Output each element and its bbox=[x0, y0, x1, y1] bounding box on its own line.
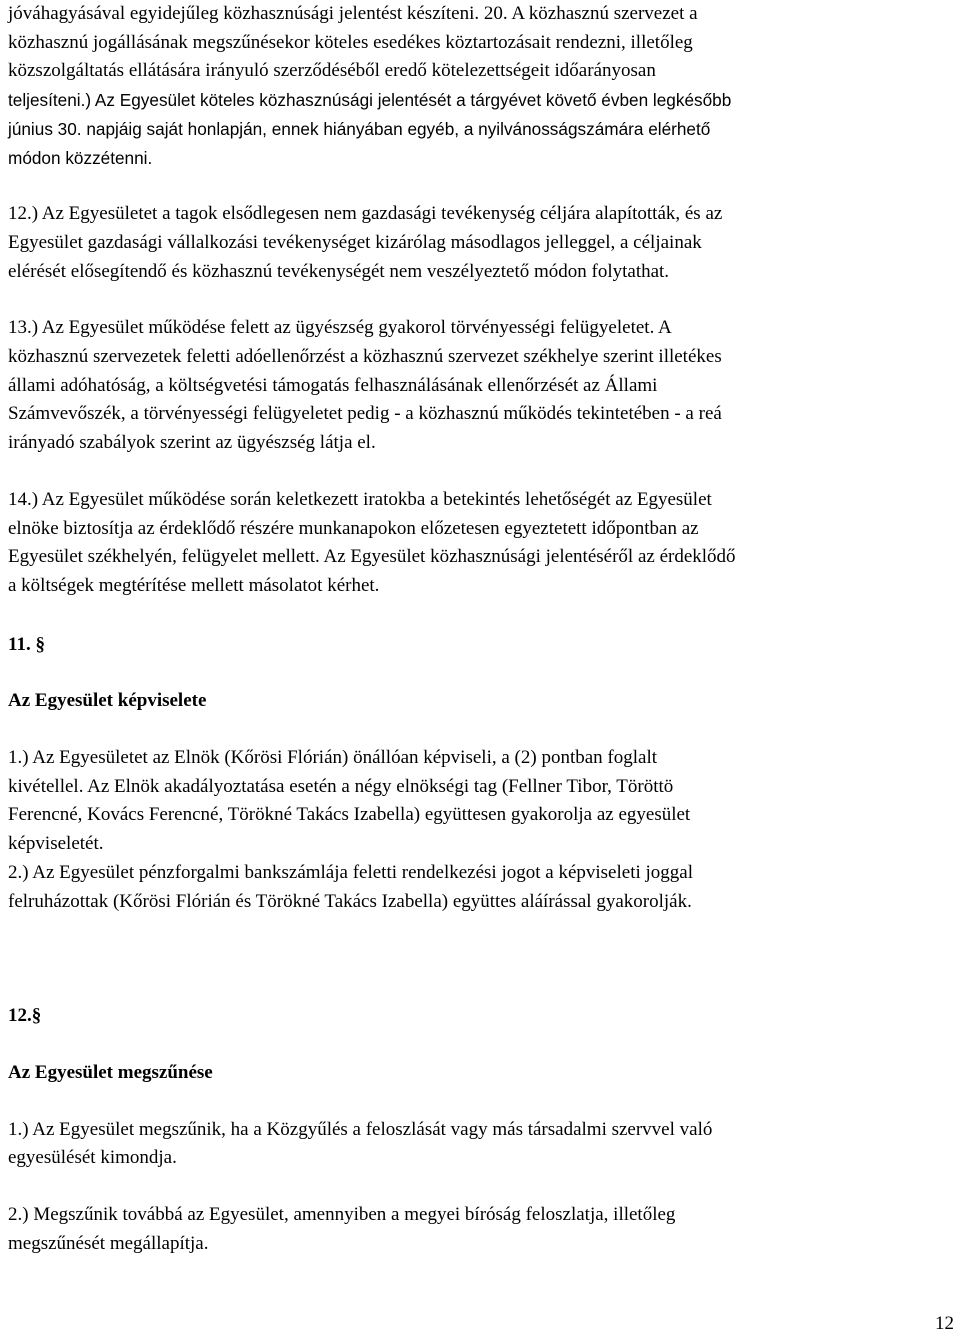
paragraph-line: 13.) Az Egyesület működése felett az ügyészség gyakorol törvényességi felügyeletet. A bbox=[8, 317, 672, 339]
section-number: 11. bbox=[8, 633, 36, 655]
section-12-item-1 bbox=[8, 1116, 953, 1173]
paragraph-line: 2.) Az Egyesület pénzforgalmi bankszámlája feletti rendelkezési jogot a képviseleti joggal bbox=[8, 861, 693, 883]
paragraph-line: 14.) Az Egyesület működése során keletkezett iratokba a betekintés lehetőségét az Egyesület bbox=[8, 488, 712, 510]
paragraph-line: képviseletét. bbox=[8, 833, 104, 855]
paragraph-line: állami adóhatóság, a költségvetési támogatás felhasználásának ellenőrzését az Állami bbox=[8, 374, 658, 396]
paragraph-line: 12.) Az Egyesületet a tagok elsődlegesen nem gazdasági tevékenység céljára alapították, és az bbox=[8, 203, 723, 225]
intro-paragraph bbox=[8, 0, 953, 172]
intro-line: módon közzétenni. bbox=[8, 147, 153, 168]
paragraph-line: 1.) Az Egyesületet az Elnök (Kőrösi Flórián) önállóan képviseli, a (2) pontban foglalt bbox=[8, 747, 657, 769]
paragraph-line: Egyesület gazdasági vállalkozási tevékenységet kizárólag másodlagos jelleggel, a céljainak bbox=[8, 231, 702, 253]
section-12-heading bbox=[8, 1002, 953, 1031]
intro-line: közhasznú jogállásának megszűnésekor köteles esedékes köztartozásait rendezni, illetőleg bbox=[8, 31, 693, 53]
intro-line: közszolgáltatás ellátására irányuló szerződéséből eredő kötelezettségeit időarányosan bbox=[8, 60, 656, 82]
paragraph-line: elnöke biztosítja az érdeklődő részére munkanapokon előzetesen egyeztetett időpontban az bbox=[8, 517, 699, 539]
paragraph-line: egyesülését kimondja. bbox=[8, 1147, 177, 1169]
paragraph-line: elérését elősegítendő és közhasznú tevékenységét nem veszélyeztető módon folytathat. bbox=[8, 260, 670, 282]
paragraph-line: a költségek megtérítése mellett másolatot kérhet. bbox=[8, 574, 380, 596]
section-11-item-1 bbox=[8, 744, 953, 859]
section-12-item-2 bbox=[8, 1201, 953, 1258]
paragraph-line: Egyesület székhelyén, felügyelet mellett. Az Egyesület közhasznúsági jelentéséről az érdeklődő bbox=[8, 546, 736, 568]
section-number: 12. bbox=[8, 1005, 32, 1027]
section-11-item-2 bbox=[8, 859, 953, 916]
paragraph-line: Ferencné, Kovács Ferencné, Törökné Takács Izabella) együttesen gyakorolja az egyesület bbox=[8, 804, 691, 826]
section-11-heading bbox=[8, 631, 953, 660]
paragraph-line: irányadó szabályok szerint az ügyészség látja el. bbox=[8, 432, 376, 454]
paragraph-14 bbox=[8, 486, 953, 601]
intro-line: június 30. napjáig saját honlapján, ennek hiányában egyéb, a nyilvánosságszámára elérhető bbox=[8, 118, 711, 139]
section-sign-icon: § bbox=[31, 1005, 42, 1027]
paragraph-line: felruházottak (Kőrösi Flórián és Törökné Takács Izabella) együttes aláírással gyakorolják. bbox=[8, 890, 692, 912]
paragraph-12 bbox=[8, 200, 953, 286]
paragraph-line: 1.) Az Egyesület megszűnik, ha a Közgyűlés a feloszlását vagy más társadalmi szervvel való bbox=[8, 1118, 713, 1140]
paragraph-line: 2.) Megszűnik továbbá az Egyesület, amennyiben a megyei bíróság feloszlatja, illetőleg bbox=[8, 1204, 676, 1226]
section-11-title: Az Egyesület képviselete bbox=[8, 690, 207, 712]
paragraph-13 bbox=[8, 314, 953, 458]
page-number: 12 bbox=[935, 1313, 954, 1334]
paragraph-line: közhasznú szervezetek feletti adóellenőrzést a közhasznú szervezet székhelye szerint illetékes bbox=[8, 346, 722, 368]
intro-line: jóváhagyásával egyidejűleg közhasznúsági jelentést készíteni. 20. A közhasznú szervezet a bbox=[8, 3, 698, 24]
section-sign-icon: § bbox=[35, 633, 45, 655]
paragraph-line: Számvevőszék, a törvényességi felügyeletet pedig - a közhasznú működés tekintetében - a reá bbox=[8, 403, 722, 425]
paragraph-line: megszűnését megállapítja. bbox=[8, 1232, 209, 1254]
intro-line: teljesíteni.) Az Egyesület köteles közhasznúsági jelentését a tárgyévet követő évben legkésőbb bbox=[8, 90, 732, 111]
document-page bbox=[8, 0, 953, 1259]
section-12-title: Az Egyesület megszűnése bbox=[8, 1061, 213, 1083]
paragraph-line: kivétellel. Az Elnök akadályoztatása esetén a négy elnökségi tag (Fellner Tibor, Töröttö bbox=[8, 775, 674, 797]
